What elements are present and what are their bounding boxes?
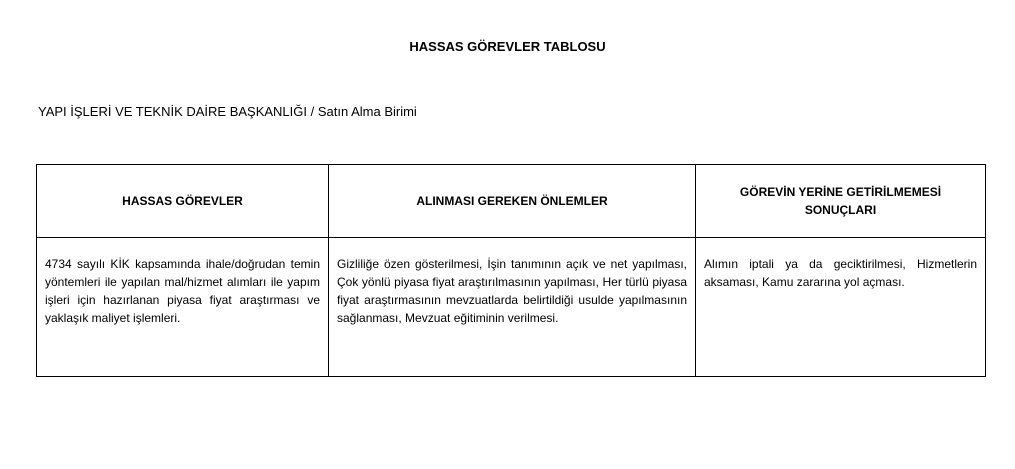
header-consequences: GÖREVİN YERİNE GETİRİLMEMESİ SONUÇLARI — [696, 165, 986, 238]
header-required-measures: ALINMASI GEREKEN ÖNLEMLER — [329, 165, 696, 238]
cell-sensitive-duty: 4734 sayılı KİK kapsamında ihale/doğrudan temin yöntemleri ile yapılan mal/hizmet alımları ile yapım işleri için hazırlanan piyasa fiyat araştırması ve yaklaşık maliyet işlemleri. — [37, 238, 329, 377]
unit-subtitle: YAPI İŞLERİ VE TEKNİK DAİRE BAŞKANLIĞI / Satın Alma Birimi — [38, 104, 417, 119]
header-sensitive-duties: HASSAS GÖREVLER — [37, 165, 329, 238]
cell-required-measures: Gizliliğe özen gösterilmesi, İşin tanımının açık ve net yapılması, Çok yönlü piyasa fiyat araştırılmasının yapılması, Her türlü piyasa fiyat araştırmasının mevzuatlarda belirtildiği usulde yapılmasının sağlanması, Mevzuat eğitiminin verilmesi. — [329, 238, 696, 377]
table-row — [37, 238, 986, 377]
table-header-row — [37, 165, 986, 238]
document-title: HASSAS GÖREVLER TABLOSU — [409, 39, 606, 54]
cell-consequences: Alımın iptali ya da geciktirilmesi, Hizmetlerin aksaması, Kamu zararına yol açması. — [696, 238, 986, 377]
sensitive-duties-table — [36, 164, 986, 377]
